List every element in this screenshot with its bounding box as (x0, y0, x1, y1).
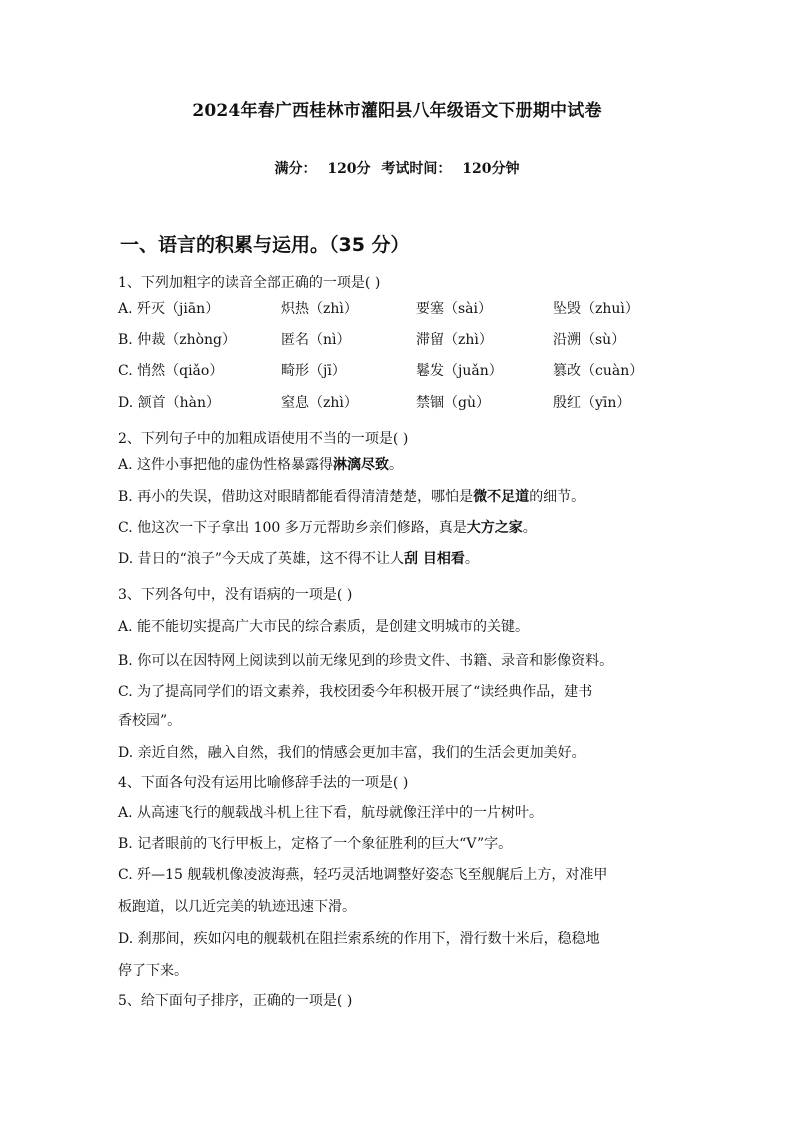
q2-stem: 2、下列句子中的加粗成语使用不当的一项是( ) (118, 431, 409, 447)
q4-option-b: B. 记者眼前的飞行甲板上，定格了一个象征胜利的巨大“V”字。 (118, 836, 513, 852)
q1-b-3: 滞留（zhì） (416, 332, 493, 348)
q1-d-3: 禁锢（gù） (416, 395, 490, 411)
q2-a-idiom: 淋漓尽致 (333, 457, 390, 473)
q4-option-a: A. 从高速飞行的舰载战斗机上往下看，航母就像汪洋中的一片树叶。 (118, 805, 544, 821)
q1-b-4: 沿溯（sù） (553, 332, 626, 348)
q2-option-d: D. 昔日的“浪子”今天成了英雄，这不得不让人刮 目相看。 (118, 551, 479, 567)
q1-a-1: A. 歼灭（jiān） (118, 301, 220, 317)
q1-c-3: 鬈发（juǎn） (416, 363, 503, 379)
section-heading: 一、语言的积累与运用。（35 分） (120, 234, 410, 256)
q4-option-d-line1: D. 刹那间，疾如闪电的舰载机在阻拦索系统的作用下，滑行数十米后，稳稳地 (118, 931, 600, 947)
q3-option-b: B. 你可以在因特网上阅读到以前无缘见到的珍贵文件、书籍、录音和影像资料。 (118, 653, 614, 669)
q1-c-4: 篡改（cuàn） (553, 363, 644, 379)
q2-option-c: C. 他这次一下子拿出 100 多万元帮助乡亲们修路，真是大方之家。 (118, 520, 537, 536)
q2-option-a: A. 这件小事把他的虚伪性格暴露得淋漓尽致。 (118, 457, 404, 473)
q2-d-idiom: 刮 目相看 (403, 551, 465, 567)
q1-c-2: 畸形（jī） (281, 363, 346, 379)
q1-c-1: C. 悄然（qiǎo） (118, 363, 224, 379)
q1-b-1: B. 仲裁（zhòng） (118, 332, 236, 348)
exam-title: 2024年春广西桂林市灌阳县八年级语文下册期中试卷 (192, 101, 602, 121)
q2-b-idiom: 微不足道 (473, 489, 530, 505)
q4-option-d-line2: 停了下来。 (118, 963, 188, 979)
q1-d-2: 窒息（zhì） (281, 395, 358, 411)
q3-option-c-line1: C. 为了提高同学们的语文素养，我校团委今年积极开展了“读经典作品，建书 (118, 684, 593, 700)
q4-option-c-line1: C. 歼—15 舰载机像凌波海燕，轻巧灵活地调整好姿态飞至舰艉后上方，对准甲 (118, 867, 608, 883)
q1-b-2: 匿名（nì） (281, 332, 351, 348)
q2-c-idiom: 大方之家 (466, 520, 523, 536)
q1-a-2: 炽热（zhì） (281, 301, 358, 317)
exam-subtitle: 满分： 120分 考试时间： 120分钟 (274, 161, 520, 177)
q3-option-a: A. 能不能切实提高广大市民的综合素质，是创建文明城市的关键。 (118, 619, 530, 635)
q1-a-3: 要塞（sài） (416, 301, 493, 317)
q1-d-1: D. 颔首（hàn） (118, 395, 221, 411)
q3-option-c-line2: 香校园”。 (118, 713, 182, 729)
q4-option-c-line2: 板跑道，以几近完美的轨迹迅速下滑。 (118, 899, 356, 915)
q4-stem: 4、下面各句没有运用比喻修辞手法的一项是( ) (118, 775, 409, 791)
q1-d-4: 殷红（yīn） (553, 395, 631, 411)
q5-stem: 5、给下面句子排序，正确的一项是( ) (118, 993, 353, 1009)
q3-stem: 3、下列各句中，没有语病的一项是( ) (118, 587, 353, 603)
q1-stem: 1、下列加粗字的读音全部正确的一项是( ) (118, 275, 381, 291)
q2-option-b: B. 再小的失误，借助这对眼睛都能看得清清楚楚，哪怕是微不足道的细节。 (118, 489, 586, 505)
q3-option-d: D. 亲近自然，融入自然，我们的情感会更加丰富，我们的生活会更加美好。 (118, 745, 586, 761)
q1-a-4: 坠毁（zhuì） (553, 301, 639, 317)
